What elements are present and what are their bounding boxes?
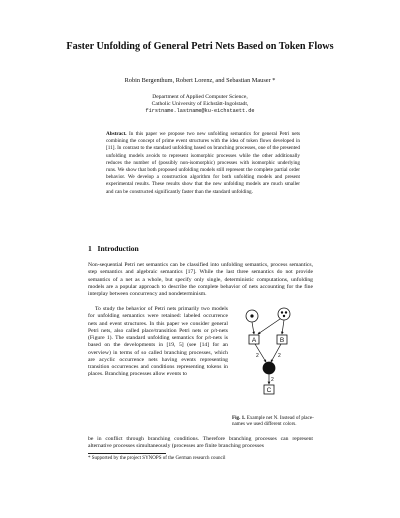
footnote: * Supported by the project SYNOPS of the German research council: [88, 456, 226, 461]
arc-weight-left: 2: [256, 353, 259, 359]
token: [285, 311, 287, 313]
author-email: firstname.lastname@ku-eichstaett.de: [145, 108, 255, 115]
figure-label: Fig. 1.: [232, 415, 246, 421]
token: [250, 314, 253, 317]
abstract: [106, 131, 300, 196]
section-number: 1: [88, 244, 92, 253]
abstract-text: In this paper we propose two new unfolding semantics for general Petri nets combining the concept of prime event structures with the idea of token flows developed in [11]. In contrast to the standard unfolding based on branching processes, one of the presented unfolding models avoids to represent isomorphic processes while the other additionally reduces the number of (possibly non-isomorphic) processes with isomorphic underlying runs. We show that both proposed unfolding models still represent the complete partial order behavior. We develop a construction algorithm for both unfolding models and present experimental results. These results show that the new unfolding models are much smaller and can be constructed significantly faster than the standard unfolding.: [106, 131, 301, 195]
affiliation-university: Catholic University of Eichstätt-Ingolstadt,: [151, 101, 249, 108]
section-title: Introduction: [97, 244, 139, 253]
figure-caption-text: Example net N. Instead of place-names we used different colors.: [232, 415, 314, 428]
intro-paragraph-2: To study the behavior of Petri nets primarily two models for unfolding semantics were retained: labeled occurrence nets and event structures. In this paper we consider general Petri nets, also called place/transition Petri nets or p/t-nets (Figure 1). The standard unfolding semantics for p/t-nets is based on the developments in [19, 5] (see [14] for an overview) in terms of so called branching processes, which are acyclic occurrence nets having events representing transition occurrences and conditions representing tokens in places. Branching processes allow events to: [88, 306, 228, 378]
paper-title: Faster Unfolding of General Petri Nets Based on Token Flows: [66, 41, 334, 52]
arc-weight-right: 2: [278, 353, 281, 359]
footnote-rule: [88, 453, 166, 454]
transition-c-label: C: [266, 387, 272, 394]
intro-paragraph-1: Non-sequential Petri net semantics can be classified into unfolding semantics, process semantics, step semantics and algebraic semantics [17]. While the last three semantics do not provide semantics of a net as a whole, but specify only single, deterministic computations, unfolding models are a popular approach to describe the complete behavior of nets accounting for the fine interplay between concurrency and nondeterminism.: [88, 262, 313, 297]
token: [281, 311, 283, 313]
petri-net-figure: [232, 302, 316, 422]
abstract-label: Abstract.: [106, 131, 127, 137]
affiliation: [80, 94, 320, 116]
section-heading: [88, 244, 139, 253]
intro-paragraph-2-continued: be in conflict through branching conditions. Therefore branching processes can represent alternative processes simultaneously (processes are finite branching processes: [88, 436, 313, 450]
token: [283, 315, 285, 317]
transition-b-label: B: [279, 337, 285, 344]
transition-a-label: A: [251, 337, 257, 344]
arc-weight-bottom: 2: [271, 377, 274, 383]
author-list: Robin Bergenthum, Robert Lorenz, and Sebastian Mauser *: [124, 77, 276, 84]
figure-caption: [232, 415, 314, 428]
place-right: [278, 308, 290, 320]
affiliation-dept: Department of Applied Computer Science,: [152, 94, 248, 100]
place-bottom: [263, 362, 275, 374]
